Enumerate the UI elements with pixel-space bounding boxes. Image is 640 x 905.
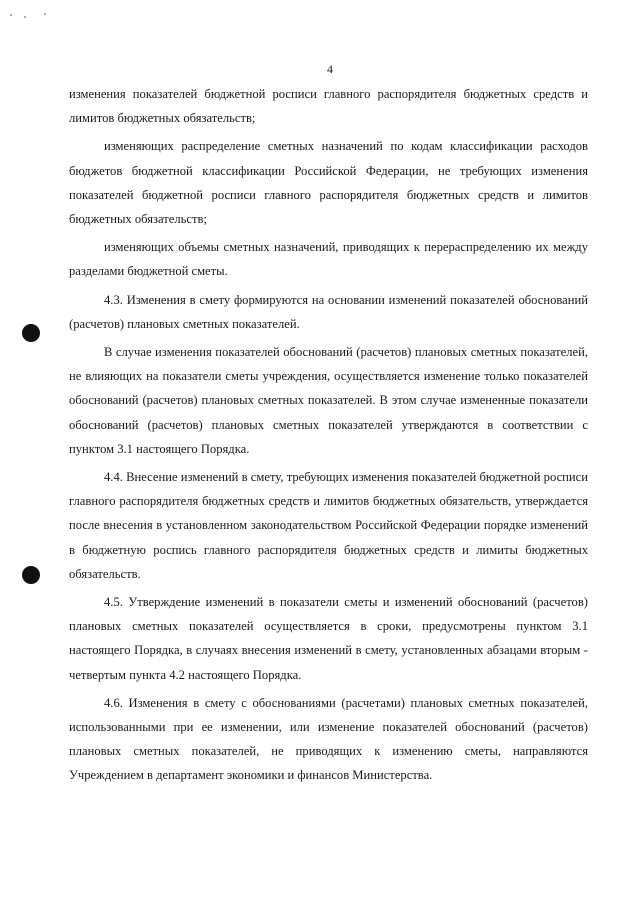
paragraph: 4.5. Утверждение изменений в показатели сметы и изменений обоснований (расчетов) плановых сметных показателей осуществляется в сроки, предусмотрены пунктом 3.1 настоящего Порядка, в случаях внесения изменений в смету, установленных абзацами вторым - четвертым пункта 4.2 настоящего Порядка. [69,595,588,682]
paragraph: 4.6. Изменения в смету с обоснованиями (расчетами) плановых сметных показателей, использованными при ее изменении, или изменение показателей обоснований (расчетов) плановых сметных показателей, не приводящих к изменению сметы, направляются Учреждением в департамент экономики и финансов Министерства. [69,695,588,783]
paragraph: изменяющих распределение сметных назначений по кодам классификации расходов бюджетов бюджетной классификации Российской Федерации, не требующих изменения показателей бюджетной росписи главного распорядителя бюджетных средств и лимитов бюджетных обязательств; [69,139,588,227]
page-number: 4 [327,62,333,76]
paragraph: В случае изменения показателей обоснований (расчетов) плановых сметных показателей, не влияющих на показатели сметы учреждения, осуществляется изменение только показателей обоснований (расчетов) плановых сметных показателей. В этом случае измененные показатели обоснований (расчетов) плановых сметных показателей утверждаются в соответствии с пунктом 3.1 настоящего Порядка. [69,345,588,456]
paragraph: изменения показателей бюджетной росписи главного распорядителя бюджетных средств и лимитов бюджетных обязательств; [69,87,588,126]
paragraph: 4.3. Изменения в смету формируются на основании изменений показателей обоснований (расчетов) плановых сметных показателей. [69,292,588,331]
scan-speck [24,16,26,18]
paragraph: 4.4. Внесение изменений в смету, требующих изменения показателей бюджетной росписи главного распорядителя бюджетных средств и лимитов бюджетных обязательств, утверждается после внесения в установленном законодательством Российской Федерации порядке изменений в бюджетную роспись главного распорядителя бюджетных средств и лимиты бюджетных обязательств. [69,470,588,581]
binder-hole-mark [22,324,40,342]
scan-speck [10,14,12,16]
paragraph: изменяющих объемы сметных назначений, приводящих к перераспределению их между разделами бюджетной сметы. [69,240,588,279]
binder-hole-mark [22,566,40,584]
document-body [69,82,588,788]
scan-speck [44,13,46,15]
